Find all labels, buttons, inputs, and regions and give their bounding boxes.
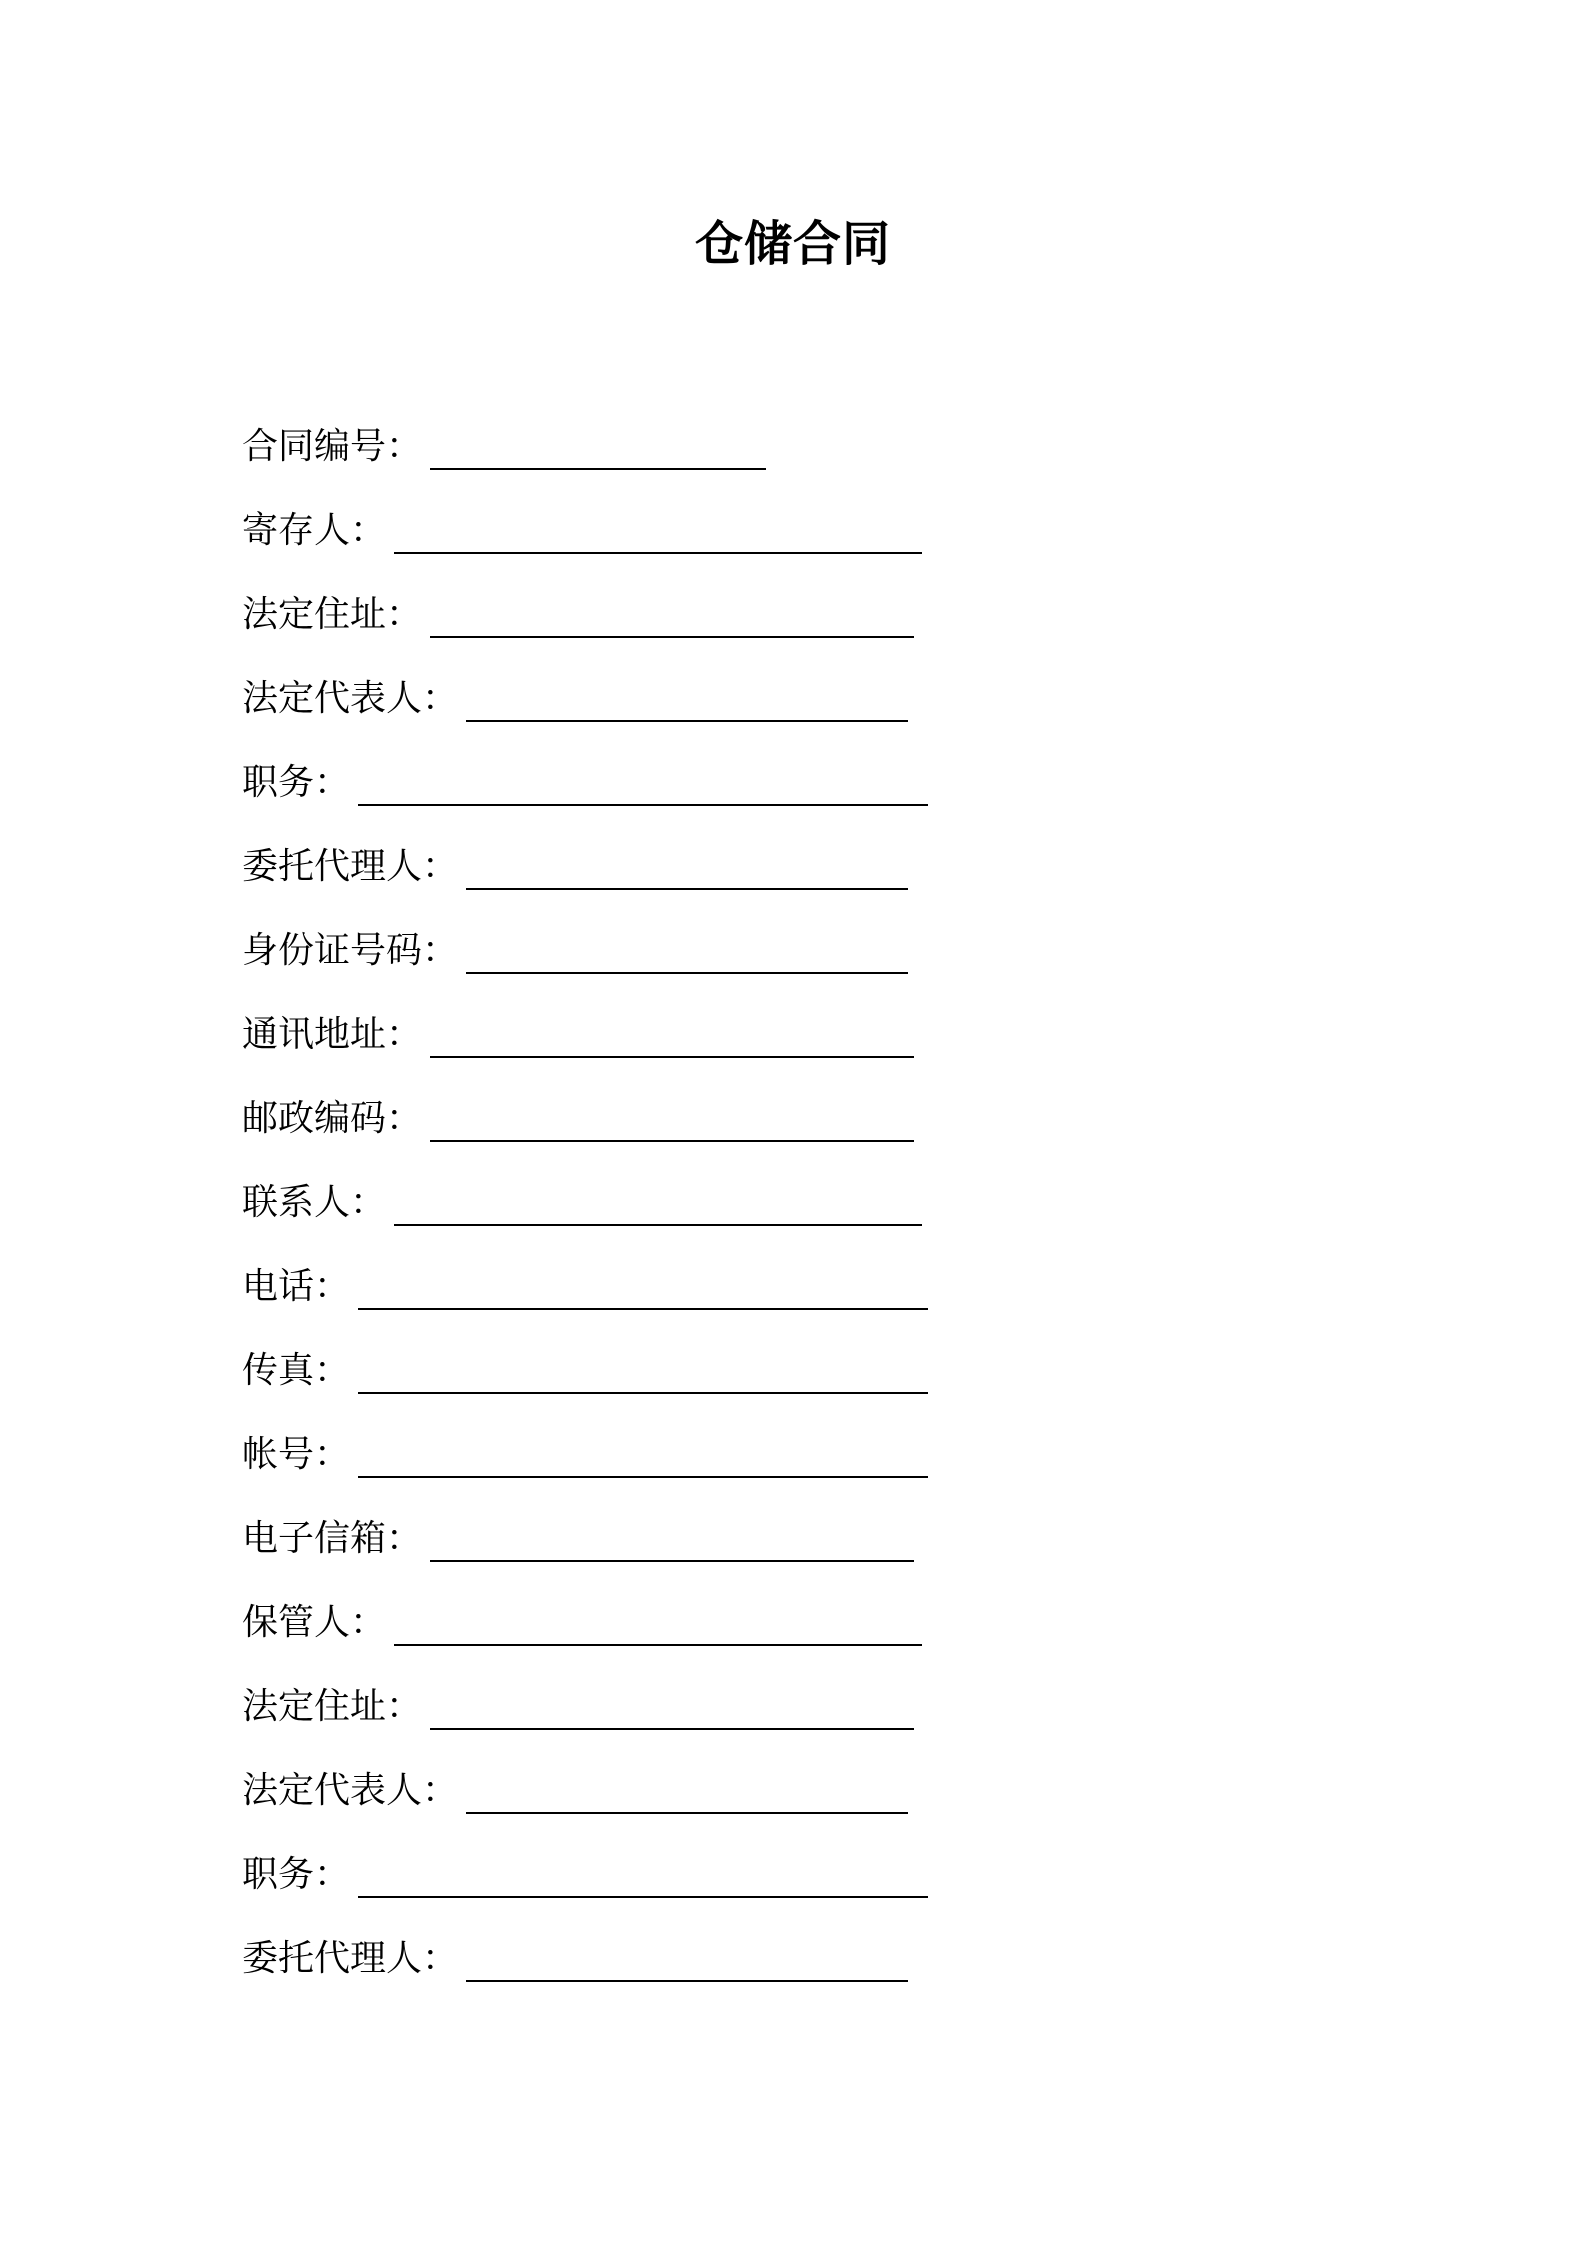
fill-in-blank[interactable]: [466, 942, 908, 974]
fill-in-blank[interactable]: [430, 438, 766, 470]
field-row-postal-code: [242, 1077, 1342, 1161]
field-row-position: [242, 741, 1342, 825]
field-label: 委托代理人: [242, 1938, 423, 1979]
field-colon: ：: [350, 510, 387, 551]
field-label: 法定代表人: [242, 1770, 423, 1811]
fill-in-blank[interactable]: [358, 774, 928, 806]
page-title: 仓储合同: [694, 216, 891, 272]
field-row-custodian: [242, 1581, 1342, 1665]
field-row-authorized-agent-2: [242, 1917, 1342, 2001]
fill-in-blank[interactable]: [358, 1362, 928, 1394]
fill-in-blank[interactable]: [430, 1530, 914, 1562]
field-label: 法定住址: [242, 594, 387, 635]
field-label: 委托代理人: [242, 846, 423, 887]
field-label: 身份证号码: [242, 930, 423, 971]
field-row-phone: [242, 1245, 1342, 1329]
fill-in-blank[interactable]: [466, 1782, 908, 1814]
field-colon: ：: [386, 1014, 423, 1055]
fill-in-blank[interactable]: [394, 1614, 922, 1646]
field-row-contract-number: [242, 405, 1342, 489]
field-row-legal-representative: [242, 657, 1342, 741]
field-colon: ：: [314, 1350, 351, 1391]
field-row-fax: [242, 1329, 1342, 1413]
field-label: 联系人: [242, 1182, 351, 1223]
fill-in-blank[interactable]: [394, 522, 922, 554]
field-colon: ：: [314, 762, 351, 803]
fill-in-blank[interactable]: [430, 1026, 914, 1058]
field-label: 电话: [242, 1266, 315, 1307]
contract-field-list: [242, 405, 1342, 2001]
field-colon: ：: [422, 1938, 459, 1979]
field-label: 通讯地址: [242, 1014, 387, 1055]
field-colon: ：: [386, 1686, 423, 1727]
field-colon: ：: [422, 1770, 459, 1811]
fill-in-blank[interactable]: [358, 1866, 928, 1898]
field-row-legal-address-2: [242, 1665, 1342, 1749]
field-row-mailing-address: [242, 993, 1342, 1077]
fill-in-blank[interactable]: [466, 1950, 908, 1982]
field-label: 职务: [242, 1854, 315, 1895]
field-label: 电子信箱: [242, 1518, 387, 1559]
fill-in-blank[interactable]: [466, 858, 908, 890]
field-row-legal-address: [242, 573, 1342, 657]
field-colon: ：: [314, 1266, 351, 1307]
field-colon: ：: [386, 594, 423, 635]
field-row-account-number: [242, 1413, 1342, 1497]
field-colon: ：: [422, 846, 459, 887]
field-row-legal-representative-2: [242, 1749, 1342, 1833]
fill-in-blank[interactable]: [430, 1698, 914, 1730]
field-label: 寄存人: [242, 510, 351, 551]
field-colon: ：: [386, 426, 423, 467]
fill-in-blank[interactable]: [358, 1446, 928, 1478]
field-label: 传真: [242, 1350, 315, 1391]
field-row-depositor: [242, 489, 1342, 573]
field-row-position-2: [242, 1833, 1342, 1917]
field-colon: ：: [422, 930, 459, 971]
field-colon: ：: [314, 1854, 351, 1895]
field-colon: ：: [386, 1518, 423, 1559]
fill-in-blank[interactable]: [430, 1110, 914, 1142]
field-row-id-number: [242, 909, 1342, 993]
field-label: 法定住址: [242, 1686, 387, 1727]
field-row-authorized-agent: [242, 825, 1342, 909]
fill-in-blank[interactable]: [430, 606, 914, 638]
fill-in-blank[interactable]: [466, 690, 908, 722]
field-label: 帐号: [242, 1434, 315, 1475]
field-colon: ：: [350, 1182, 387, 1223]
field-colon: ：: [350, 1602, 387, 1643]
field-label: 邮政编码: [242, 1098, 387, 1139]
field-colon: ：: [314, 1434, 351, 1475]
field-label: 职务: [242, 762, 315, 803]
field-label: 法定代表人: [242, 678, 423, 719]
field-label: 合同编号: [242, 426, 387, 467]
field-row-email: [242, 1497, 1342, 1581]
field-row-contact-person: [242, 1161, 1342, 1245]
field-colon: ：: [422, 678, 459, 719]
fill-in-blank[interactable]: [394, 1194, 922, 1226]
fill-in-blank[interactable]: [358, 1278, 928, 1310]
field-label: 保管人: [242, 1602, 351, 1643]
field-colon: ：: [386, 1098, 423, 1139]
